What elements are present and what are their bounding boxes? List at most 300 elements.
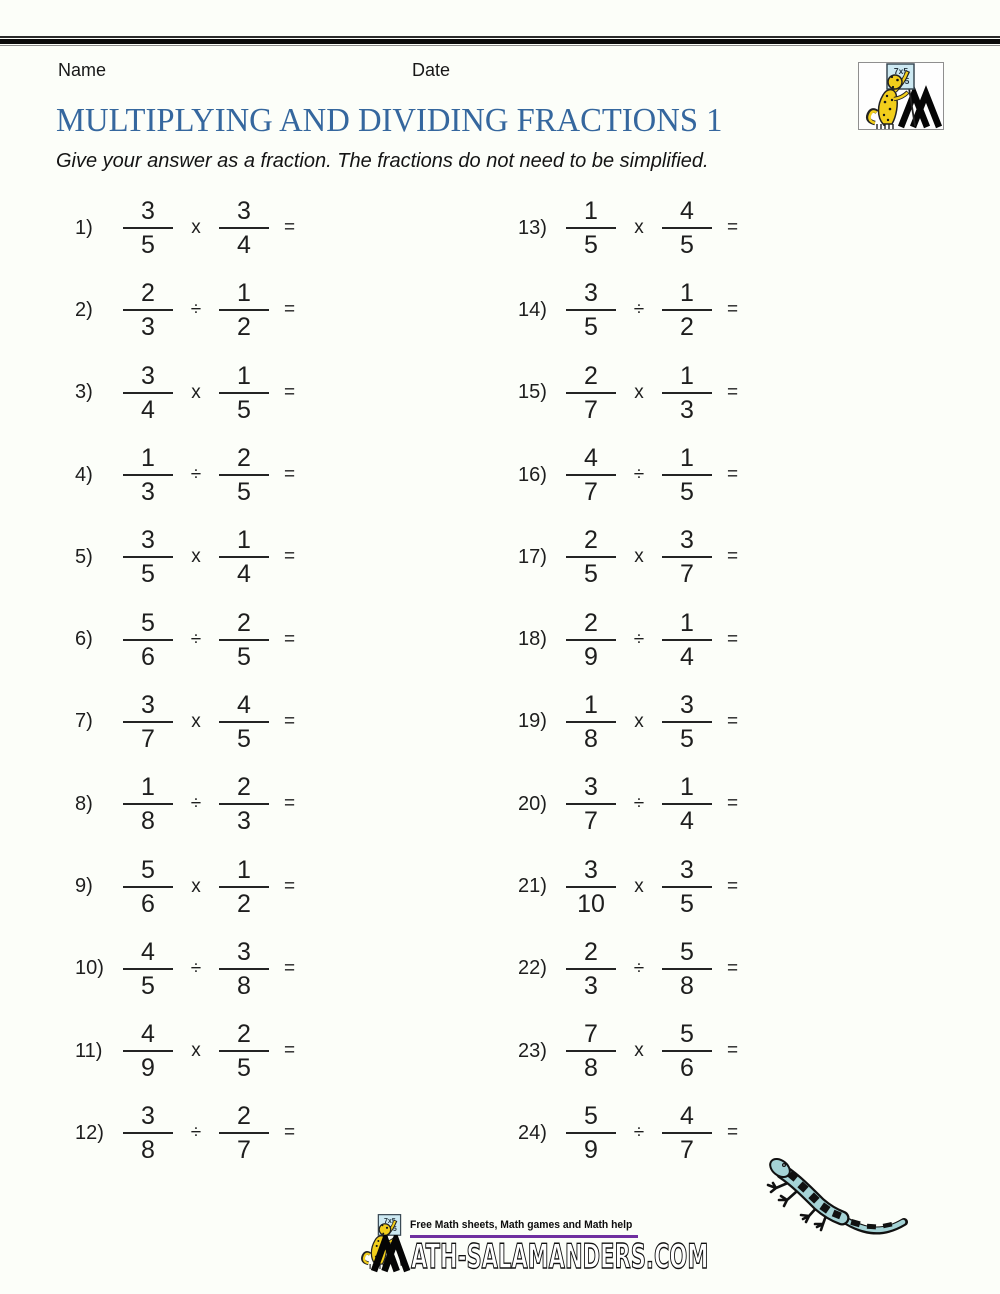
fraction-bar [219,392,269,394]
operator: x [634,217,644,239]
equals-sign: = [727,217,739,239]
numerator: 2 [584,608,598,637]
fraction-bar [219,1132,269,1134]
numerator: 1 [237,279,251,308]
operator: x [634,381,644,403]
numerator: 7 [584,1020,598,1049]
denominator: 7 [584,395,598,424]
problem-row [75,187,295,269]
fraction-first [122,856,174,918]
operator: x [191,875,201,897]
problem-row [518,681,738,763]
fraction-second [661,279,713,341]
denominator: 5 [141,231,155,260]
problem-number: 12) [75,1121,104,1144]
fraction-bar [219,474,269,476]
fraction-second [218,526,270,588]
numerator: 4 [680,197,694,226]
fraction-bar [123,392,173,394]
operator: x [191,546,201,568]
fraction-second [661,362,713,424]
problem-row [75,598,295,680]
fraction-bar [123,803,173,805]
numerator: 1 [237,361,251,390]
denominator: 6 [141,642,155,671]
fraction-first [565,773,617,835]
denominator: 3 [141,313,155,342]
numerator: 1 [237,855,251,884]
fraction-bar [662,639,712,641]
problem-row [75,269,295,351]
numerator: 2 [237,773,251,802]
problem-number: 22) [518,957,547,980]
numerator: 3 [237,937,251,966]
numerator: 4 [680,1102,694,1131]
operator: x [634,546,644,568]
fraction-second [218,856,270,918]
fraction-bar [662,721,712,723]
operator: x [634,1040,644,1062]
fraction-first [565,279,617,341]
denominator: 8 [680,971,694,1000]
equals-sign: = [284,628,296,650]
fraction-bar [123,556,173,558]
denominator: 5 [237,724,251,753]
equals-sign: = [727,710,739,732]
denominator: 5 [141,971,155,1000]
fraction-second [218,362,270,424]
denominator: 9 [584,642,598,671]
problem-number: 6) [75,628,93,651]
fraction-second [218,1020,270,1082]
problem-number: 19) [518,710,547,733]
problem-row [518,516,738,598]
denominator: 7 [680,560,694,589]
fraction-bar [662,968,712,970]
denominator: 3 [584,971,598,1000]
fraction-second [218,938,270,1000]
footer-branding [356,1211,709,1277]
fraction-bar [123,309,173,311]
numerator: 3 [141,690,155,719]
denominator: 8 [141,807,155,836]
fraction-bar [123,639,173,641]
denominator: 4 [237,560,251,589]
problem-row [518,928,738,1010]
fraction-first [122,1102,174,1164]
fraction-bar [219,968,269,970]
equals-sign: = [284,1122,296,1144]
problem-row [75,434,295,516]
operator: ÷ [633,793,645,815]
numerator: 3 [680,855,694,884]
equals-sign: = [727,299,739,321]
fraction-bar [123,1050,173,1052]
fraction-first [122,691,174,753]
fraction-bar [219,639,269,641]
fraction-bar [566,392,616,394]
salamander-logo-icon [859,63,943,129]
fraction-bar [219,721,269,723]
numerator: 1 [584,197,598,226]
fraction-bar [123,1132,173,1134]
operator: x [634,710,644,732]
denominator: 2 [680,313,694,342]
problem-number: 9) [75,875,93,898]
numerator: 1 [680,608,694,637]
fraction-first [122,938,174,1000]
operator: ÷ [190,793,202,815]
salamander-lizard-icon [763,1152,913,1257]
problem-row [518,434,738,516]
fraction-second [661,938,713,1000]
fraction-bar [566,803,616,805]
fraction-second [661,1102,713,1164]
fraction-second [218,773,270,835]
denominator: 5 [237,642,251,671]
denominator: 4 [680,642,694,671]
numerator: 3 [237,197,251,226]
fraction-first [122,362,174,424]
problem-number: 13) [518,216,547,239]
numerator: 5 [680,937,694,966]
fraction-bar [662,392,712,394]
denominator: 5 [680,478,694,507]
fraction-bar [662,556,712,558]
fraction-bar [662,227,712,229]
fraction-bar [566,474,616,476]
denominator: 9 [584,1136,598,1165]
equals-sign: = [284,710,296,732]
operator: ÷ [633,957,645,979]
denominator: 2 [237,313,251,342]
fraction-first [565,609,617,671]
equals-sign: = [284,464,296,486]
equals-sign: = [284,217,296,239]
operator: ÷ [633,1122,645,1144]
equals-sign: = [284,875,296,897]
problem-number: 23) [518,1039,547,1062]
fraction-second [218,444,270,506]
fraction-second [661,856,713,918]
fraction-bar [566,639,616,641]
fraction-bar [219,556,269,558]
problem-number: 17) [518,545,547,568]
fraction-bar [662,1132,712,1134]
date-label: Date [412,60,451,80]
numerator: 5 [680,1020,694,1049]
numerator: 3 [141,361,155,390]
fraction-first [565,362,617,424]
fraction-bar [123,227,173,229]
problem-number: 16) [518,463,547,486]
numerator: 1 [680,279,694,308]
numerator: 1 [141,444,155,473]
denominator: 6 [680,1054,694,1083]
fraction-bar [123,474,173,476]
denominator: 7 [237,1136,251,1165]
fraction-second [661,526,713,588]
fraction-first [565,1102,617,1164]
problem-row [518,763,738,845]
equals-sign: = [727,1040,739,1062]
fraction-second [661,691,713,753]
fraction-bar [566,968,616,970]
fraction-first [565,197,617,259]
equals-sign: = [284,1040,296,1062]
problem-row [75,845,295,927]
denominator: 5 [680,231,694,260]
fraction-second [218,279,270,341]
numerator: 5 [141,855,155,884]
numerator: 5 [141,608,155,637]
fraction-bar [219,227,269,229]
denominator: 9 [141,1054,155,1083]
numerator: 1 [237,526,251,555]
numerator: 3 [141,197,155,226]
instructions-text: Give your answer as a fraction. The fractions do not need to be simplified. [56,150,709,172]
denominator: 3 [237,807,251,836]
operator: ÷ [190,299,202,321]
fraction-bar [566,721,616,723]
fraction-first [122,444,174,506]
fraction-bar [123,721,173,723]
problem-number: 2) [75,298,93,321]
problem-row [518,1010,738,1092]
operator: x [191,381,201,403]
fraction-second [661,444,713,506]
numerator: 4 [141,937,155,966]
numerator: 2 [237,608,251,637]
denominator: 8 [584,724,598,753]
problem-number: 3) [75,381,93,404]
fraction-bar [662,1050,712,1052]
problem-row [518,598,738,680]
fraction-bar [219,309,269,311]
problem-row [75,681,295,763]
equals-sign: = [727,875,739,897]
equals-sign: = [284,957,296,979]
equals-sign: = [727,1122,739,1144]
problem-number: 14) [518,298,547,321]
equals-sign: = [727,957,739,979]
numerator: 2 [584,937,598,966]
fraction-second [661,197,713,259]
equals-sign: = [284,381,296,403]
problem-number: 5) [75,545,93,568]
numerator: 3 [584,773,598,802]
problem-row [518,269,738,351]
denominator: 5 [584,560,598,589]
problem-row [75,1010,295,1092]
denominator: 7 [680,1136,694,1165]
operator: x [191,1040,201,1062]
denominator: 4 [680,807,694,836]
numerator: 1 [680,444,694,473]
fraction-second [218,197,270,259]
fraction-first [122,197,174,259]
numerator: 4 [237,690,251,719]
equals-sign: = [727,793,739,815]
operator: ÷ [190,628,202,650]
problem-row [75,352,295,434]
fraction-bar [123,886,173,888]
operator: ÷ [633,628,645,650]
denominator: 5 [237,1054,251,1083]
numerator: 2 [584,526,598,555]
numerator: 2 [141,279,155,308]
denominator: 3 [141,478,155,507]
denominator: 6 [141,889,155,918]
denominator: 5 [584,231,598,260]
operator: ÷ [633,464,645,486]
fraction-first [565,938,617,1000]
operator: ÷ [190,957,202,979]
denominator: 7 [584,478,598,507]
fraction-first [565,856,617,918]
equals-sign: = [284,546,296,568]
denominator: 7 [141,724,155,753]
equals-sign: = [727,381,739,403]
top-divider-rule [0,36,1000,46]
numerator: 1 [584,690,598,719]
fraction-bar [662,803,712,805]
fraction-first [565,526,617,588]
problem-number: 8) [75,792,93,815]
fraction-bar [662,309,712,311]
problem-number: 18) [518,628,547,651]
numerator: 2 [237,1020,251,1049]
math-salamanders-logo [858,62,944,130]
fraction-first [122,526,174,588]
fraction-first [122,1020,174,1082]
equals-sign: = [727,546,739,568]
fraction-bar [566,227,616,229]
fraction-second [661,1020,713,1082]
fraction-second [661,609,713,671]
fraction-first [122,773,174,835]
fraction-second [661,773,713,835]
denominator: 4 [141,395,155,424]
numerator: 3 [680,526,694,555]
fraction-first [565,691,617,753]
numerator: 1 [680,361,694,390]
equals-sign: = [284,793,296,815]
fraction-bar [566,1050,616,1052]
operator: ÷ [633,299,645,321]
problem-number: 1) [75,216,93,239]
fraction-first [122,609,174,671]
fraction-second [218,691,270,753]
footer-tagline: Free Math sheets, Math games and Math help [410,1219,633,1231]
numerator: 3 [584,855,598,884]
denominator: 5 [141,560,155,589]
fraction-bar [566,309,616,311]
problem-number: 21) [518,875,547,898]
operator: x [191,710,201,732]
problem-row [518,845,738,927]
operator: ÷ [190,464,202,486]
fraction-bar [566,886,616,888]
problem-row [518,352,738,434]
numerator: 1 [680,773,694,802]
problem-row [518,1092,738,1174]
m-logo-icon [370,1235,414,1273]
denominator: 8 [584,1054,598,1083]
denominator: 5 [584,313,598,342]
fraction-first [565,444,617,506]
problem-number: 20) [518,792,547,815]
equals-sign: = [727,628,739,650]
numerator: 2 [237,1102,251,1131]
name-label: Name [58,60,107,80]
denominator: 5 [680,889,694,918]
fraction-bar [219,886,269,888]
operator: x [191,217,201,239]
denominator: 7 [584,807,598,836]
problems-column-left [75,187,295,1175]
fraction-bar [662,886,712,888]
fraction-bar [123,968,173,970]
numerator: 2 [584,361,598,390]
numerator: 3 [680,690,694,719]
fraction-bar [219,1050,269,1052]
fraction-first [565,1020,617,1082]
numerator: 2 [237,444,251,473]
problem-number: 15) [518,381,547,404]
denominator: 8 [141,1136,155,1165]
fraction-second [218,1102,270,1164]
operator: x [634,875,644,897]
numerator: 3 [141,526,155,555]
denominator: 8 [237,971,251,1000]
problem-number: 4) [75,463,93,486]
problem-number: 7) [75,710,93,733]
fraction-first [122,279,174,341]
problem-row [75,928,295,1010]
denominator: 2 [237,889,251,918]
fraction-second [218,609,270,671]
numerator: 4 [141,1020,155,1049]
numerator: 5 [584,1102,598,1131]
problem-row [75,763,295,845]
fraction-bar [566,556,616,558]
equals-sign: = [284,299,296,321]
denominator: 4 [237,231,251,260]
denominator: 5 [237,395,251,424]
problem-row [75,1092,295,1174]
denominator: 5 [237,478,251,507]
problem-number: 10) [75,957,104,980]
numerator: 3 [141,1102,155,1131]
problem-row [75,516,295,598]
denominator: 5 [680,724,694,753]
problem-row [518,187,738,269]
denominator: 10 [577,889,605,918]
problems-column-right [518,187,738,1175]
problem-number: 24) [518,1121,547,1144]
denominator: 3 [680,395,694,424]
problem-number: 11) [75,1039,103,1062]
footer-site-text: ATH-SALAMANDERS.COM [411,1236,709,1277]
equals-sign: = [727,464,739,486]
numerator: 3 [584,279,598,308]
operator: ÷ [190,1122,202,1144]
fraction-bar [219,803,269,805]
numerator: 1 [141,773,155,802]
fraction-bar [566,1132,616,1134]
fraction-bar [662,474,712,476]
